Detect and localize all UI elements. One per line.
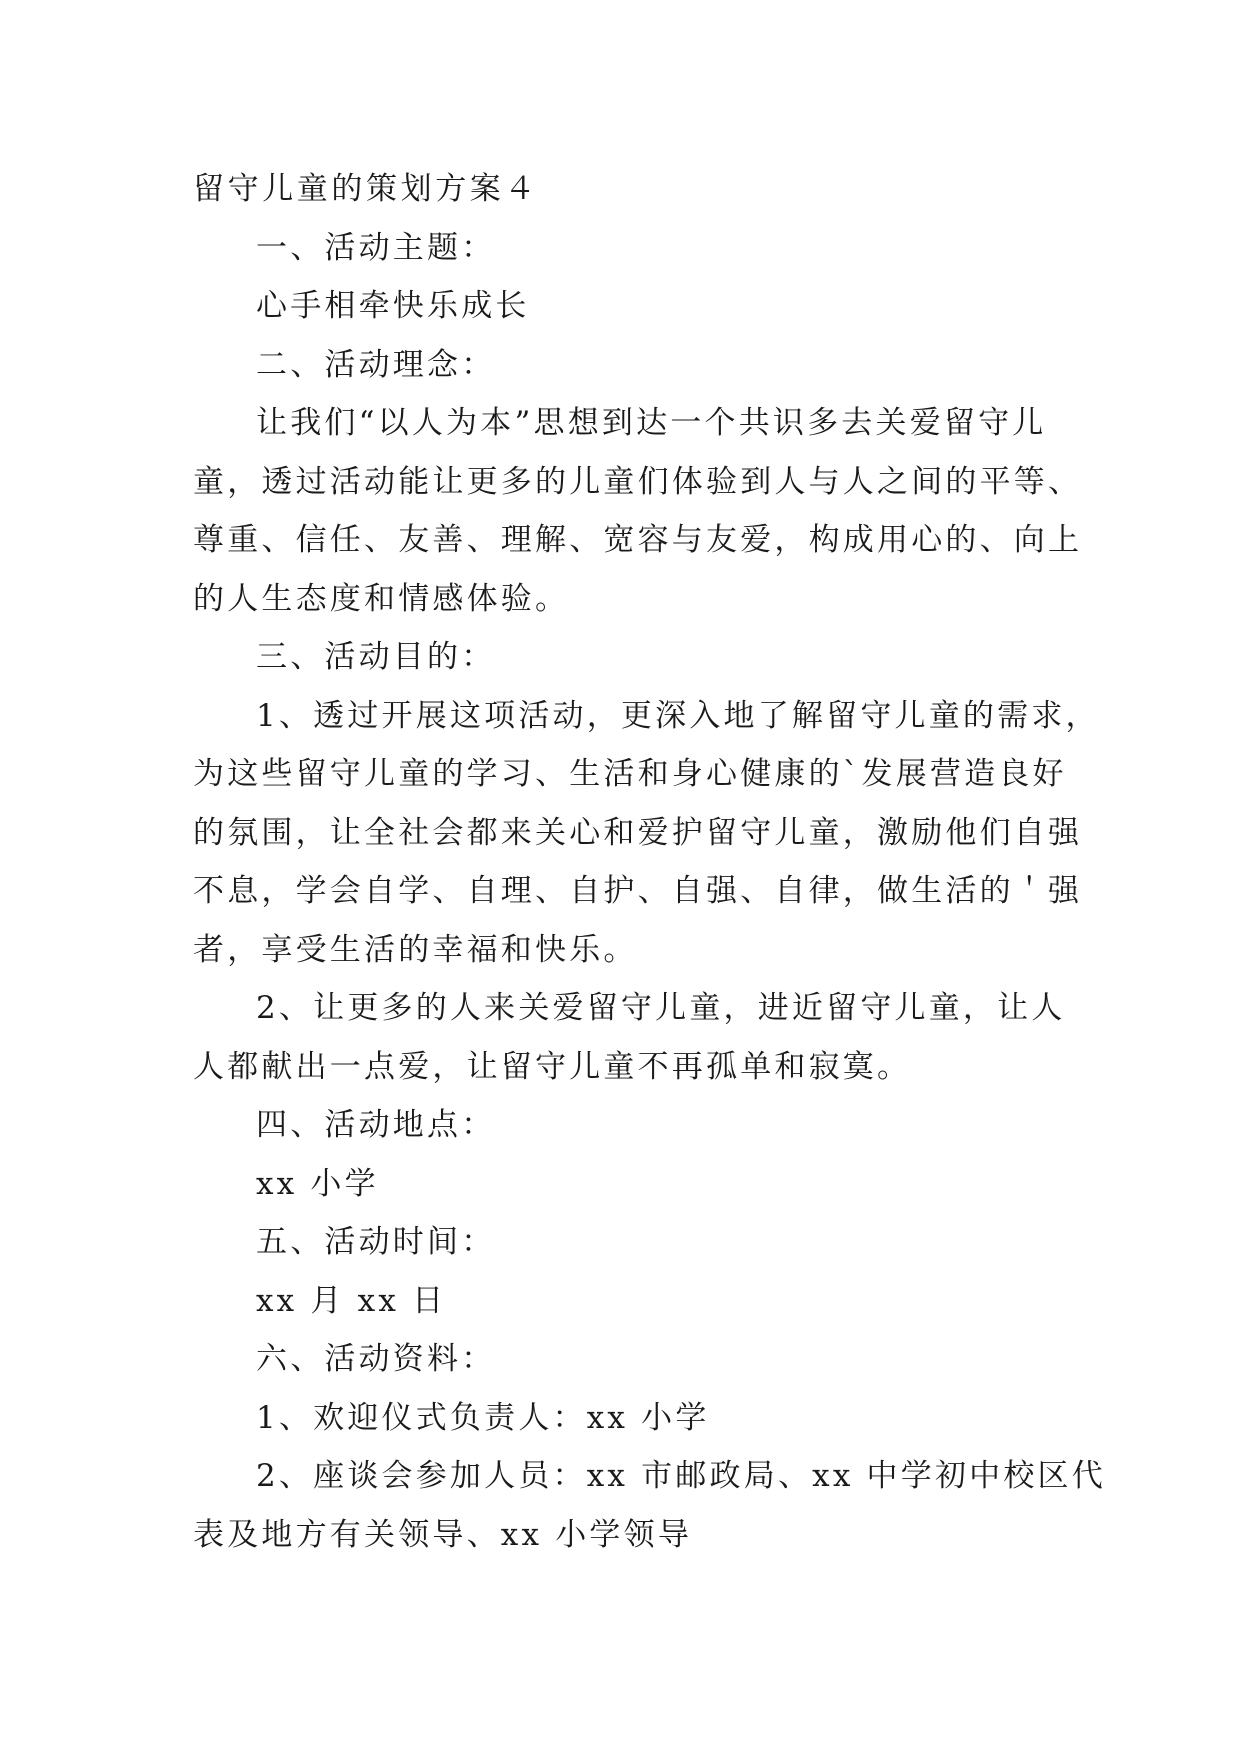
document-line: 一、活动主题： [256,229,496,266]
document-line: xx 月 xx 日 [256,1282,447,1319]
document-line: 让我们“以人为本”思想到达一个共识多去关爱留守儿 [256,405,1047,441]
document-body [193,219,1106,1565]
document-line: 的人生态度和情感体验。 [193,580,570,617]
document-line: 四、活动地点： [256,1107,496,1143]
document-line: 童，透过活动能让更多的儿童们体验到人与人之间的平等、 [193,463,1083,500]
document-line: 为这些留守儿童的学习、生活和身心健康的`发展营造良好 [193,756,1067,792]
document-title: 留守儿童的策划方案４ [193,171,539,207]
document-line: 1、透过开展这项活动，更深入地了解留守儿童的需求， [256,697,1100,734]
document-page [193,160,1106,1564]
document-line: 人都献出一点爱，让留守儿童不再孤单和寂寞。 [193,1048,912,1085]
document-line: 者，享受生活的幸福和快乐。 [193,931,638,968]
document-line: 尊重、信任、友善、理解、宽容与友爱，构成用心的、向上 [193,522,1083,558]
document-line: 二、活动理念： [256,346,496,383]
document-line: 不息，学会自学、自理、自护、自强、自律，做生活的＇强 [193,873,1083,909]
document-line: 1、欢迎仪式负责人：xx 小学 [256,1399,710,1436]
document-line: 心手相牵快乐成长 [256,288,530,324]
document-line: xx 小学 [256,1165,379,1202]
document-line: 2、座谈会参加人员：xx 市邮政局、xx 中学初中校区代 [256,1458,1106,1494]
document-line: 2、让更多的人来关爱留守儿童，进近留守儿童，让人 [256,990,1066,1026]
document-line: 表及地方有关领导、xx 小学领导 [193,1516,693,1553]
document-line: 五、活动时间： [256,1224,496,1260]
document-line: 六、活动资料： [256,1341,496,1377]
document-line: 的氛围，让全社会都来关心和爱护留守儿童，激励他们自强 [193,814,1083,851]
document-line: 三、活动目的： [256,639,496,675]
